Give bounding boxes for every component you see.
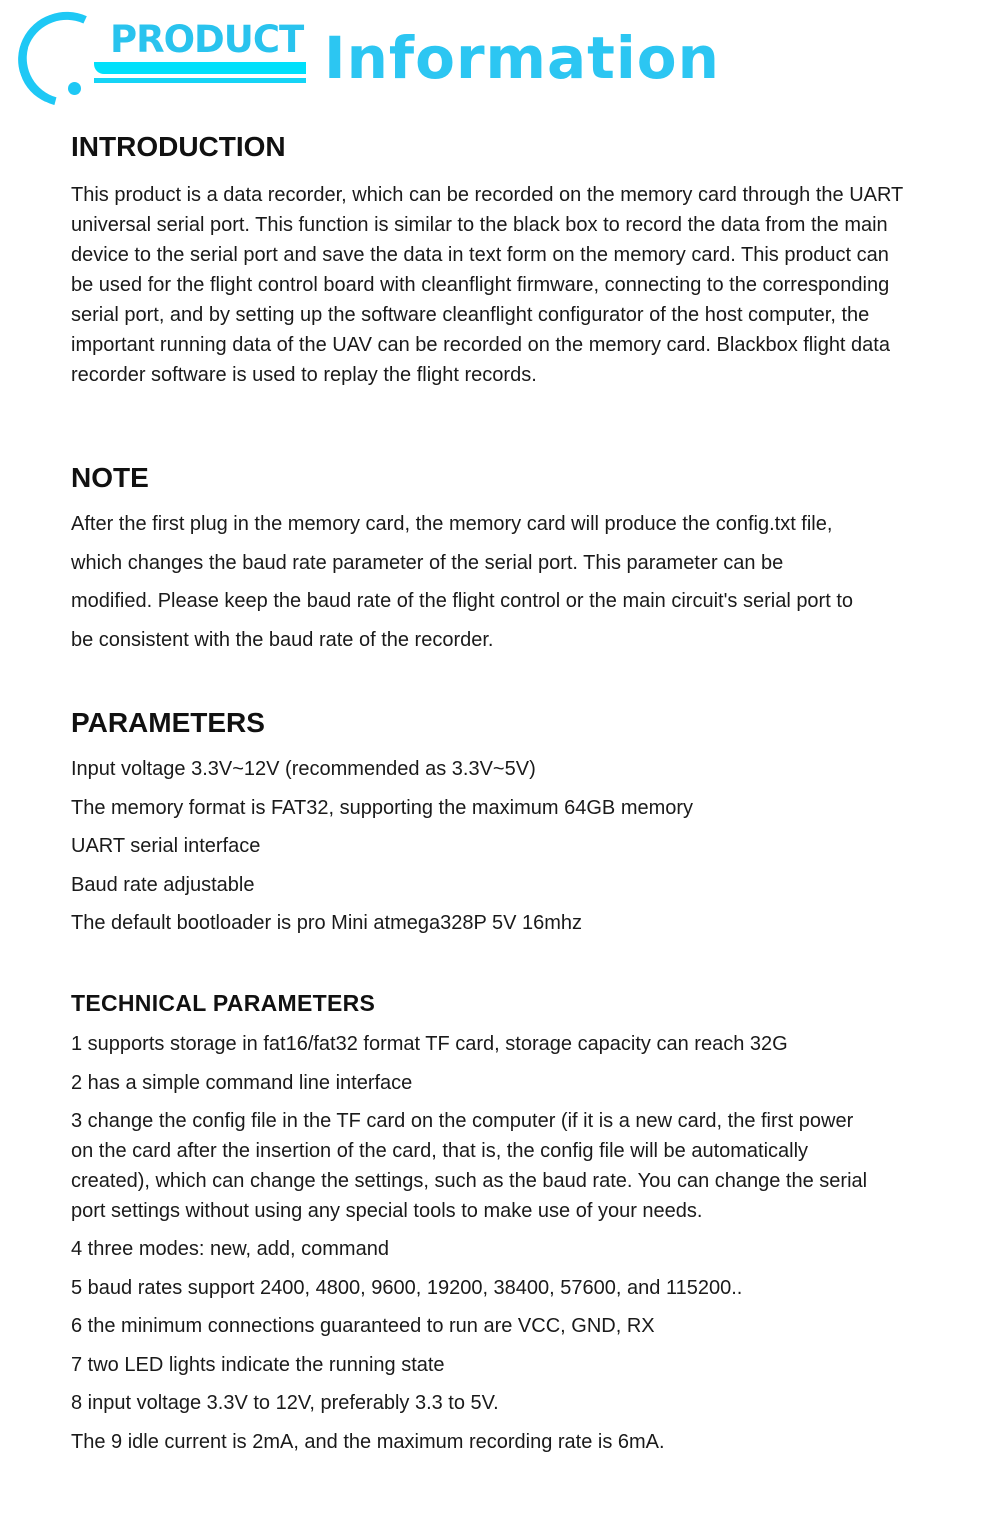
banner-product-word: PRODUCT	[110, 18, 304, 61]
technical-item: 1 supports storage in fat16/fat32 format TF card, storage capacity can reach 32G	[71, 1033, 788, 1055]
parameter-item: UART serial interface	[71, 835, 261, 857]
parameter-item: The memory format is FAT32, supporting the maximum 64GB memory	[71, 796, 694, 819]
technical-item: 6 the minimum connections guaranteed to run are VCC, GND, RX	[71, 1315, 655, 1337]
technical-item: 7 two LED lights indicate the running state	[71, 1353, 445, 1376]
parameter-item: Input voltage 3.3V~12V (recommended as 3.3V~5V)	[71, 758, 536, 780]
technical-item: 5 baud rates support 2400, 4800, 9600, 19200, 38400, 57600, and 115200..	[71, 1276, 743, 1299]
introduction-section	[71, 131, 911, 390]
parameters-section	[71, 707, 911, 943]
product-information-banner	[14, 8, 720, 100]
banner-information-word: Information	[324, 24, 720, 92]
technical-item: 8 input voltage 3.3V to 12V, preferably 3.3 to 5V.	[71, 1392, 499, 1414]
note-heading: NOTE	[71, 462, 149, 493]
technical-item: 2 has a simple command line interface	[71, 1071, 413, 1094]
technical-parameters-section	[71, 990, 911, 1461]
note-text: After the first plug in the memory card, the memory card will produce the config.txt file, which changes the baud rate parameter of the serial port. This parameter can be modified. Please keep the baud rate of the flight control or the main circuit's serial port to be consistent with the baud rate of the recorder.	[71, 513, 854, 651]
parameter-item: Baud rate adjustable	[71, 873, 255, 896]
logo-dot-icon	[68, 82, 81, 95]
parameter-item: The default bootloader is pro Mini atmega328P 5V 16mhz	[71, 912, 583, 934]
introduction-heading: INTRODUCTION	[71, 131, 286, 162]
banner-underline-thin	[94, 78, 306, 83]
banner-underline	[94, 62, 306, 74]
introduction-text: This product is a data recorder, which can be recorded on the memory card through the UART universal serial port. This function is similar to the black box to record the data from the main device to the serial port and save the data in text form on the memory card. This product can be used for the flight control board with cleanflight firmware, connecting to the corresponding serial port, and by setting up the software cleanflight configurator of the host computer, the important running data of the UAV can be recorded on the memory card. Blackbox flight data recorder software is used to replay the flight records.	[71, 184, 903, 386]
technical-parameters-heading: TECHNICAL PARAMETERS	[71, 990, 376, 1016]
technical-item: The 9 idle current is 2mA, and the maximum recording rate is 6mA.	[71, 1430, 665, 1453]
note-section	[71, 462, 911, 659]
parameters-heading: PARAMETERS	[71, 707, 265, 738]
technical-item: 3 change the config file in the TF card on the computer (if it is a new card, the first power on the card after the insertion of the card, that is, the config file will be automatically created), which can change the settings, such as the baud rate. You can change the serial port settings without using any special tools to make use of your needs.	[71, 1110, 868, 1222]
technical-item: 4 three modes: new, add, command	[71, 1238, 389, 1260]
